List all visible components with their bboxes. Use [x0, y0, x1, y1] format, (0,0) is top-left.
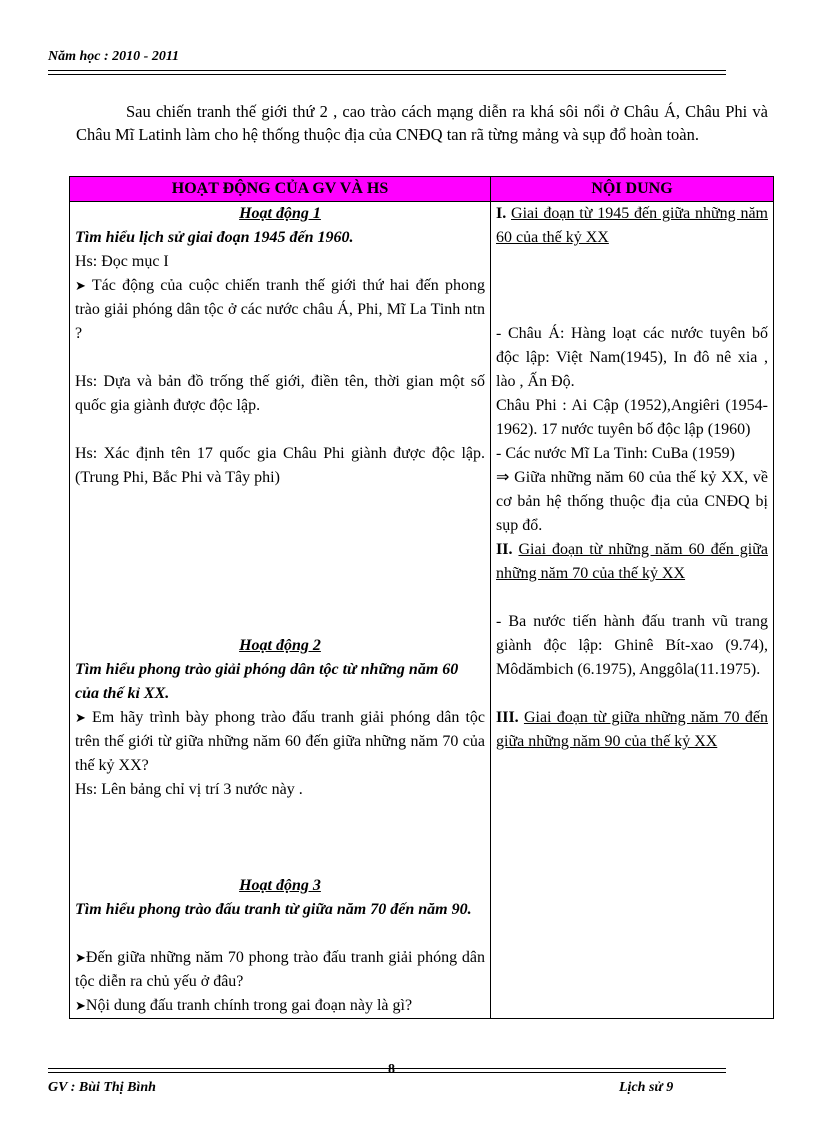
footer-teacher: GV : Bùi Thị Bình: [48, 1080, 156, 1095]
footer-subject: Lịch sử 9: [619, 1080, 674, 1095]
activity-3-title: Hoạt động 3: [239, 877, 321, 894]
section-2-heading: II. Giai đoạn từ những năm 60 đến giữa những năm 70 của thế kỷ XX: [496, 541, 768, 582]
activities-cell: [70, 202, 491, 1019]
activity-2-question: ➤ Em hãy trình bày phong trào đấu tranh giải phóng dân tộc trên thế giới từ giữa những năm 60 đến giữa những năm 70 của thế kỷ XX?: [75, 709, 486, 774]
activity-2-subtitle: Tìm hiểu phong trào giải phóng dân tộc từ những năm 60 của thế kỉ XX.: [75, 661, 459, 702]
implies-arrow-icon: ⇒: [496, 469, 510, 486]
section-1-latin-america: - Các nước Mĩ La Tinh: CuBa (1959): [496, 445, 735, 462]
header-rule-top: [48, 70, 726, 71]
bullet-arrow-icon: ➤: [75, 950, 86, 965]
activity-2-title: Hoạt động 2: [239, 637, 321, 654]
activity-3-question-2: ➤Nội dung đấu tranh chính trong gai đoạn này là gì?: [75, 997, 413, 1014]
activity-3-question-1: ➤Đến giữa những năm 70 phong trào đấu tranh giải phóng dân tộc diễn ra chủ yếu ở đâu?: [75, 949, 485, 990]
table-header-row: [70, 177, 774, 202]
section-2-body: - Ba nước tiến hành đấu tranh vũ trang giành độc lập: Ghinê Bít-xao (9.74), Môdămbich (6.1975), Anggôla(11.1975).: [496, 613, 768, 678]
activity-1-line-3: Hs: Xác định tên 17 quốc gia Châu Phi giành được độc lập. (Trung Phi, Bắc Phi và Tây phi): [75, 445, 485, 486]
section-1-asia: - Châu Á: Hàng loạt các nước tuyên bố độc lập: Việt Nam(1945), In đô nê xia , lào , Ấn Độ.: [496, 325, 768, 390]
bullet-arrow-icon: ➤: [75, 278, 86, 293]
activity-1-line-1: Hs: Đọc mục I: [75, 253, 169, 270]
table-row: [70, 202, 774, 1019]
section-1-conclusion: ⇒ Giữa những năm 60 của thế kỷ XX, về cơ bản hệ thống thuộc địa của CNĐQ bị sụp đổ.: [496, 469, 769, 534]
column-header-content: NỘI DUNG: [491, 177, 774, 202]
intro-paragraph: Sau chiến tranh thế giới thứ 2 , cao trào cách mạng diễn ra khá sôi nổi ở Châu Á, Châu Phi và Châu Mĩ Latinh làm cho hệ thống thuộc địa của CNĐQ tan rã từng mảng và sụp đổ hoàn toàn.: [76, 102, 768, 144]
activity-3-subtitle: Tìm hiểu phong trào đấu tranh từ giữa năm 70 đến năm 90.: [75, 901, 472, 918]
section-1-africa: Châu Phi : Ai Cập (1952),Angiêri (1954-1962). 17 nước tuyên bố độc lập (1960): [496, 397, 768, 438]
page-number: 8: [388, 1062, 395, 1077]
header-rule-bottom: [48, 74, 726, 75]
bullet-arrow-icon: ➤: [75, 710, 86, 725]
activity-1-question: ➤ Tác động của cuộc chiến tranh thế giới thứ hai đến phong trào giải phóng dân tộc ở các nước châu Á, Phi, Mĩ La Tinh ntn ?: [75, 277, 485, 342]
footer-rule-bottom: [48, 1072, 726, 1073]
bullet-arrow-icon: ➤: [75, 998, 86, 1013]
activity-1-line-2: Hs: Dựa và bản đồ trống thế giới, điền tên, thời gian một số quốc gia giành được độc lập.: [75, 373, 485, 414]
lesson-table: [69, 176, 774, 1019]
footer-rule-top: [48, 1068, 726, 1069]
content-cell: [491, 202, 774, 1019]
activity-2-line-1: Hs: Lên bảng chỉ vị trí 3 nước này .: [75, 781, 303, 798]
column-header-activities: HOẠT ĐỘNG CỦA GV VÀ HS: [70, 177, 491, 202]
activity-1-title: Hoạt động 1: [239, 205, 321, 222]
section-3-heading: III. Giai đoạn từ giữa những năm 70 đến giữa những năm 90 của thế kỷ XX: [496, 709, 768, 750]
section-1-heading: I. Giai đoạn từ 1945 đến giữa những năm 60 của thế kỷ XX: [496, 205, 768, 246]
school-year-header: Năm học : 2010 - 2011: [48, 49, 180, 64]
activity-1-subtitle: Tìm hiểu lịch sử giai đoạn 1945 đến 1960.: [75, 229, 354, 246]
